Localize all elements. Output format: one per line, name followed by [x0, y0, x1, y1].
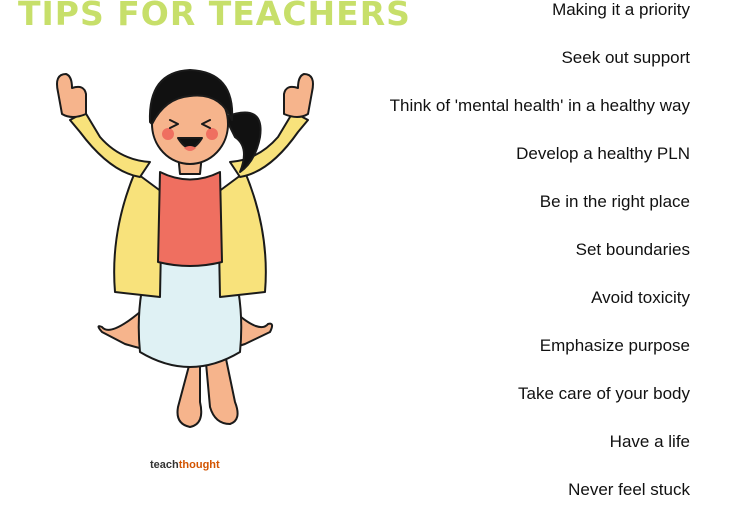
tip-item: Seek out support	[561, 48, 690, 67]
right-hand	[284, 74, 313, 117]
tip-item: Avoid toxicity	[591, 288, 690, 307]
blouse	[158, 172, 222, 266]
left-arm	[70, 112, 150, 177]
tip-item: Develop a healthy PLN	[516, 144, 690, 163]
left-cheek	[162, 128, 174, 140]
right-cheek	[206, 128, 218, 140]
jumping-teacher-illustration	[40, 62, 330, 434]
tip-item: Think of 'mental health' in a healthy way	[389, 96, 690, 115]
tip-item: Have a life	[609, 432, 690, 451]
tips-list	[390, 0, 690, 514]
tip-item: Be in the right place	[539, 192, 690, 211]
tip-item: Never feel stuck	[568, 480, 690, 499]
tip-item: Emphasize purpose	[539, 336, 690, 355]
tip-item: Making it a priority	[552, 0, 690, 19]
tip-item: Take care of your body	[518, 384, 690, 403]
left-hand	[57, 74, 86, 117]
tip-item: Set boundaries	[575, 240, 690, 259]
page-title: TIPS FOR TEACHERS	[18, 0, 411, 33]
brand-logo: teachthought	[150, 459, 220, 471]
